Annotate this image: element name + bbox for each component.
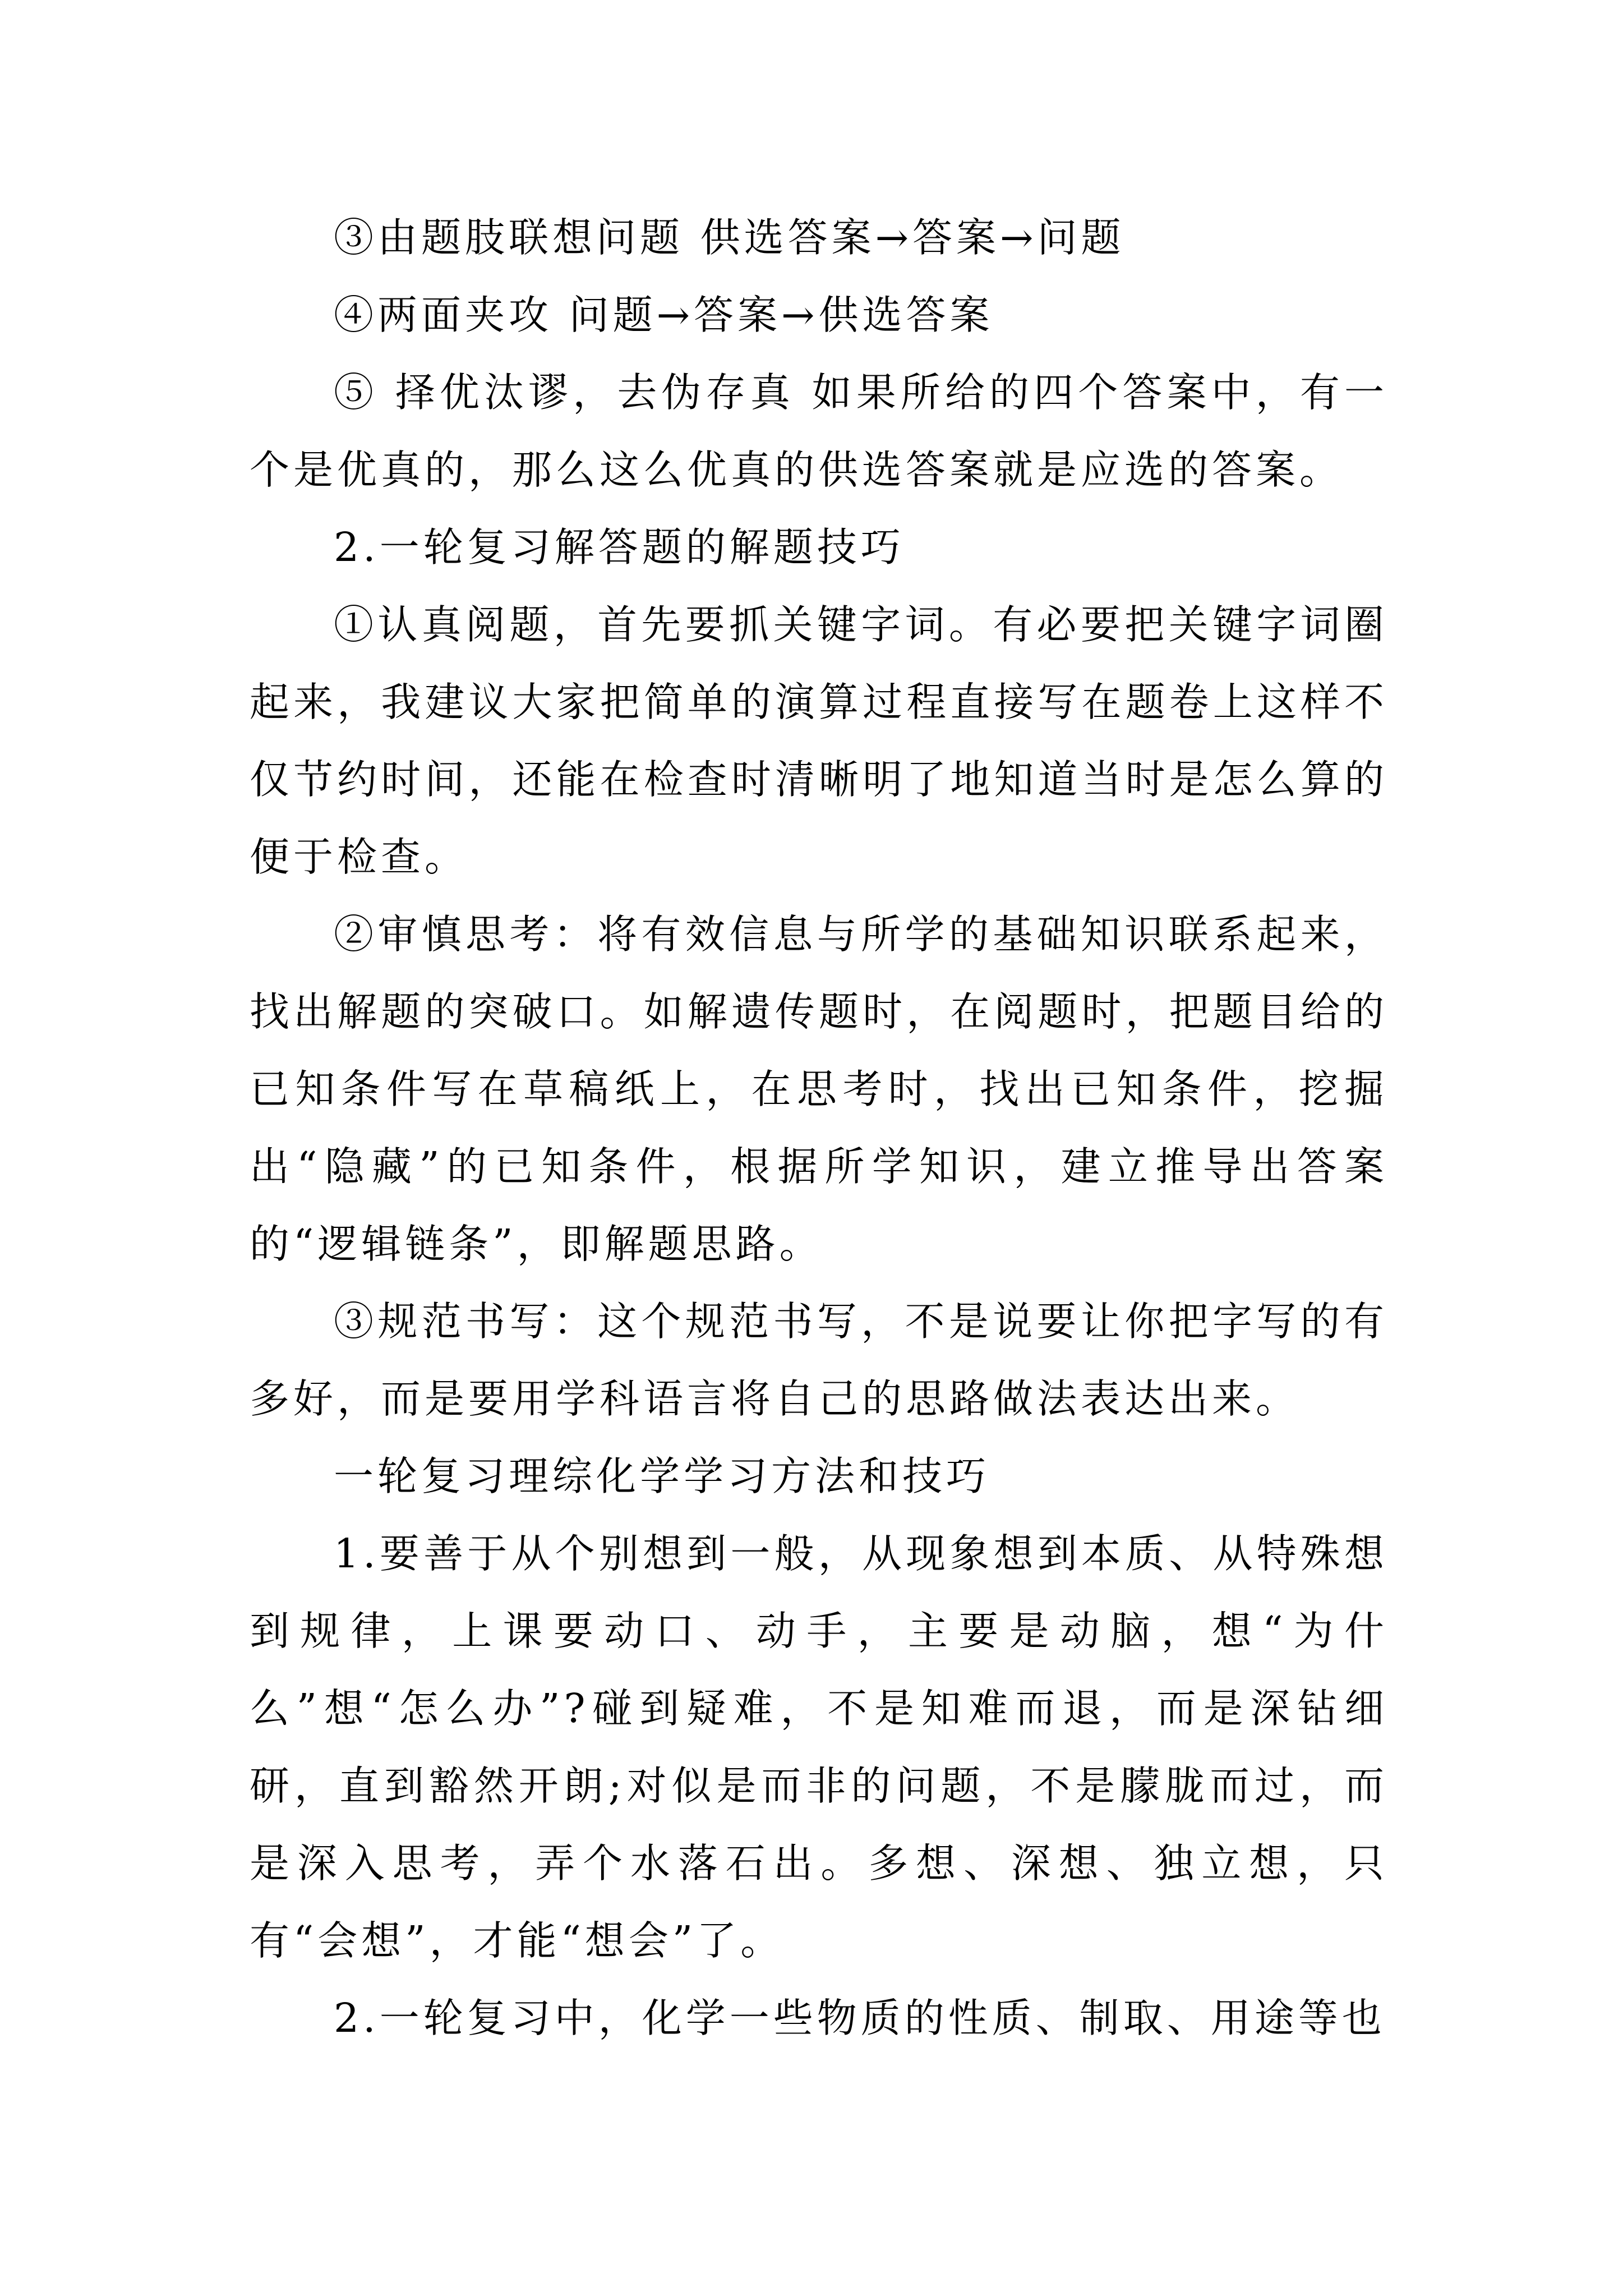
paragraph-read-carefully: ①认真阅题，首先要抓关键字词。有必要把关键字词圈起来，我建议大家把简单的演算过程直接写在题卷上这样不仅节约时间，还能在检查时清晰明了地知道当时是怎么算的便于检查。 bbox=[250, 601, 1388, 880]
section-heading-chemistry-methods: 一轮复习理综化学学习方法和技巧 bbox=[334, 1453, 990, 1499]
paragraph-think-general: 1.要善于从个别想到一般，从现象想到本质、从特殊想到规律，上课要动口、动手，主要是动脑，想“为什么”想“怎么办”?碰到疑难，不是知难而退，而是深钻细研，直到豁然开朗;对似是而非的问题，不是朦胧而过，而是深入思考，弄个水落石出。多想、深想、独立想，只有“会想”，才能“想会”了。 bbox=[250, 1530, 1388, 1964]
paragraph-method-3: ③由题肢联想问题 供选答案→答案→问题 bbox=[334, 214, 1125, 261]
section-heading-answer-skills: 2.一轮复习解答题的解题技巧 bbox=[334, 524, 905, 570]
paragraph-standard-writing: ③规范书写：这个规范书写，不是说要让你把字写的有多好，而是要用学科语言将自己的思路做法表达出来。 bbox=[250, 1298, 1388, 1422]
paragraph-think-carefully: ②审慎思考：将有效信息与所学的基础知识联系起来，找出解题的突破口。如解遗传题时，在阅题时，把题目给的已知条件写在草稿纸上，在思考时，找出已知条件，挖掘出“隐藏”的已知条件，根据所学知识，建立推导出答案的“逻辑链条”，即解题思路。 bbox=[250, 911, 1388, 1267]
paragraph-method-5: ⑤ 择优汰谬，去伪存真 如果所给的四个答案中，有一个是优真的，那么这么优真的供选答案就是应选的答案。 bbox=[250, 369, 1388, 493]
paragraph-chemistry-properties: 2.一轮复习中，化学一些物质的性质、制取、用途等也 bbox=[334, 1995, 1386, 2041]
document-body bbox=[250, 199, 1388, 2057]
paragraph-method-4: ④两面夹攻 问题→答案→供选答案 bbox=[334, 292, 994, 338]
